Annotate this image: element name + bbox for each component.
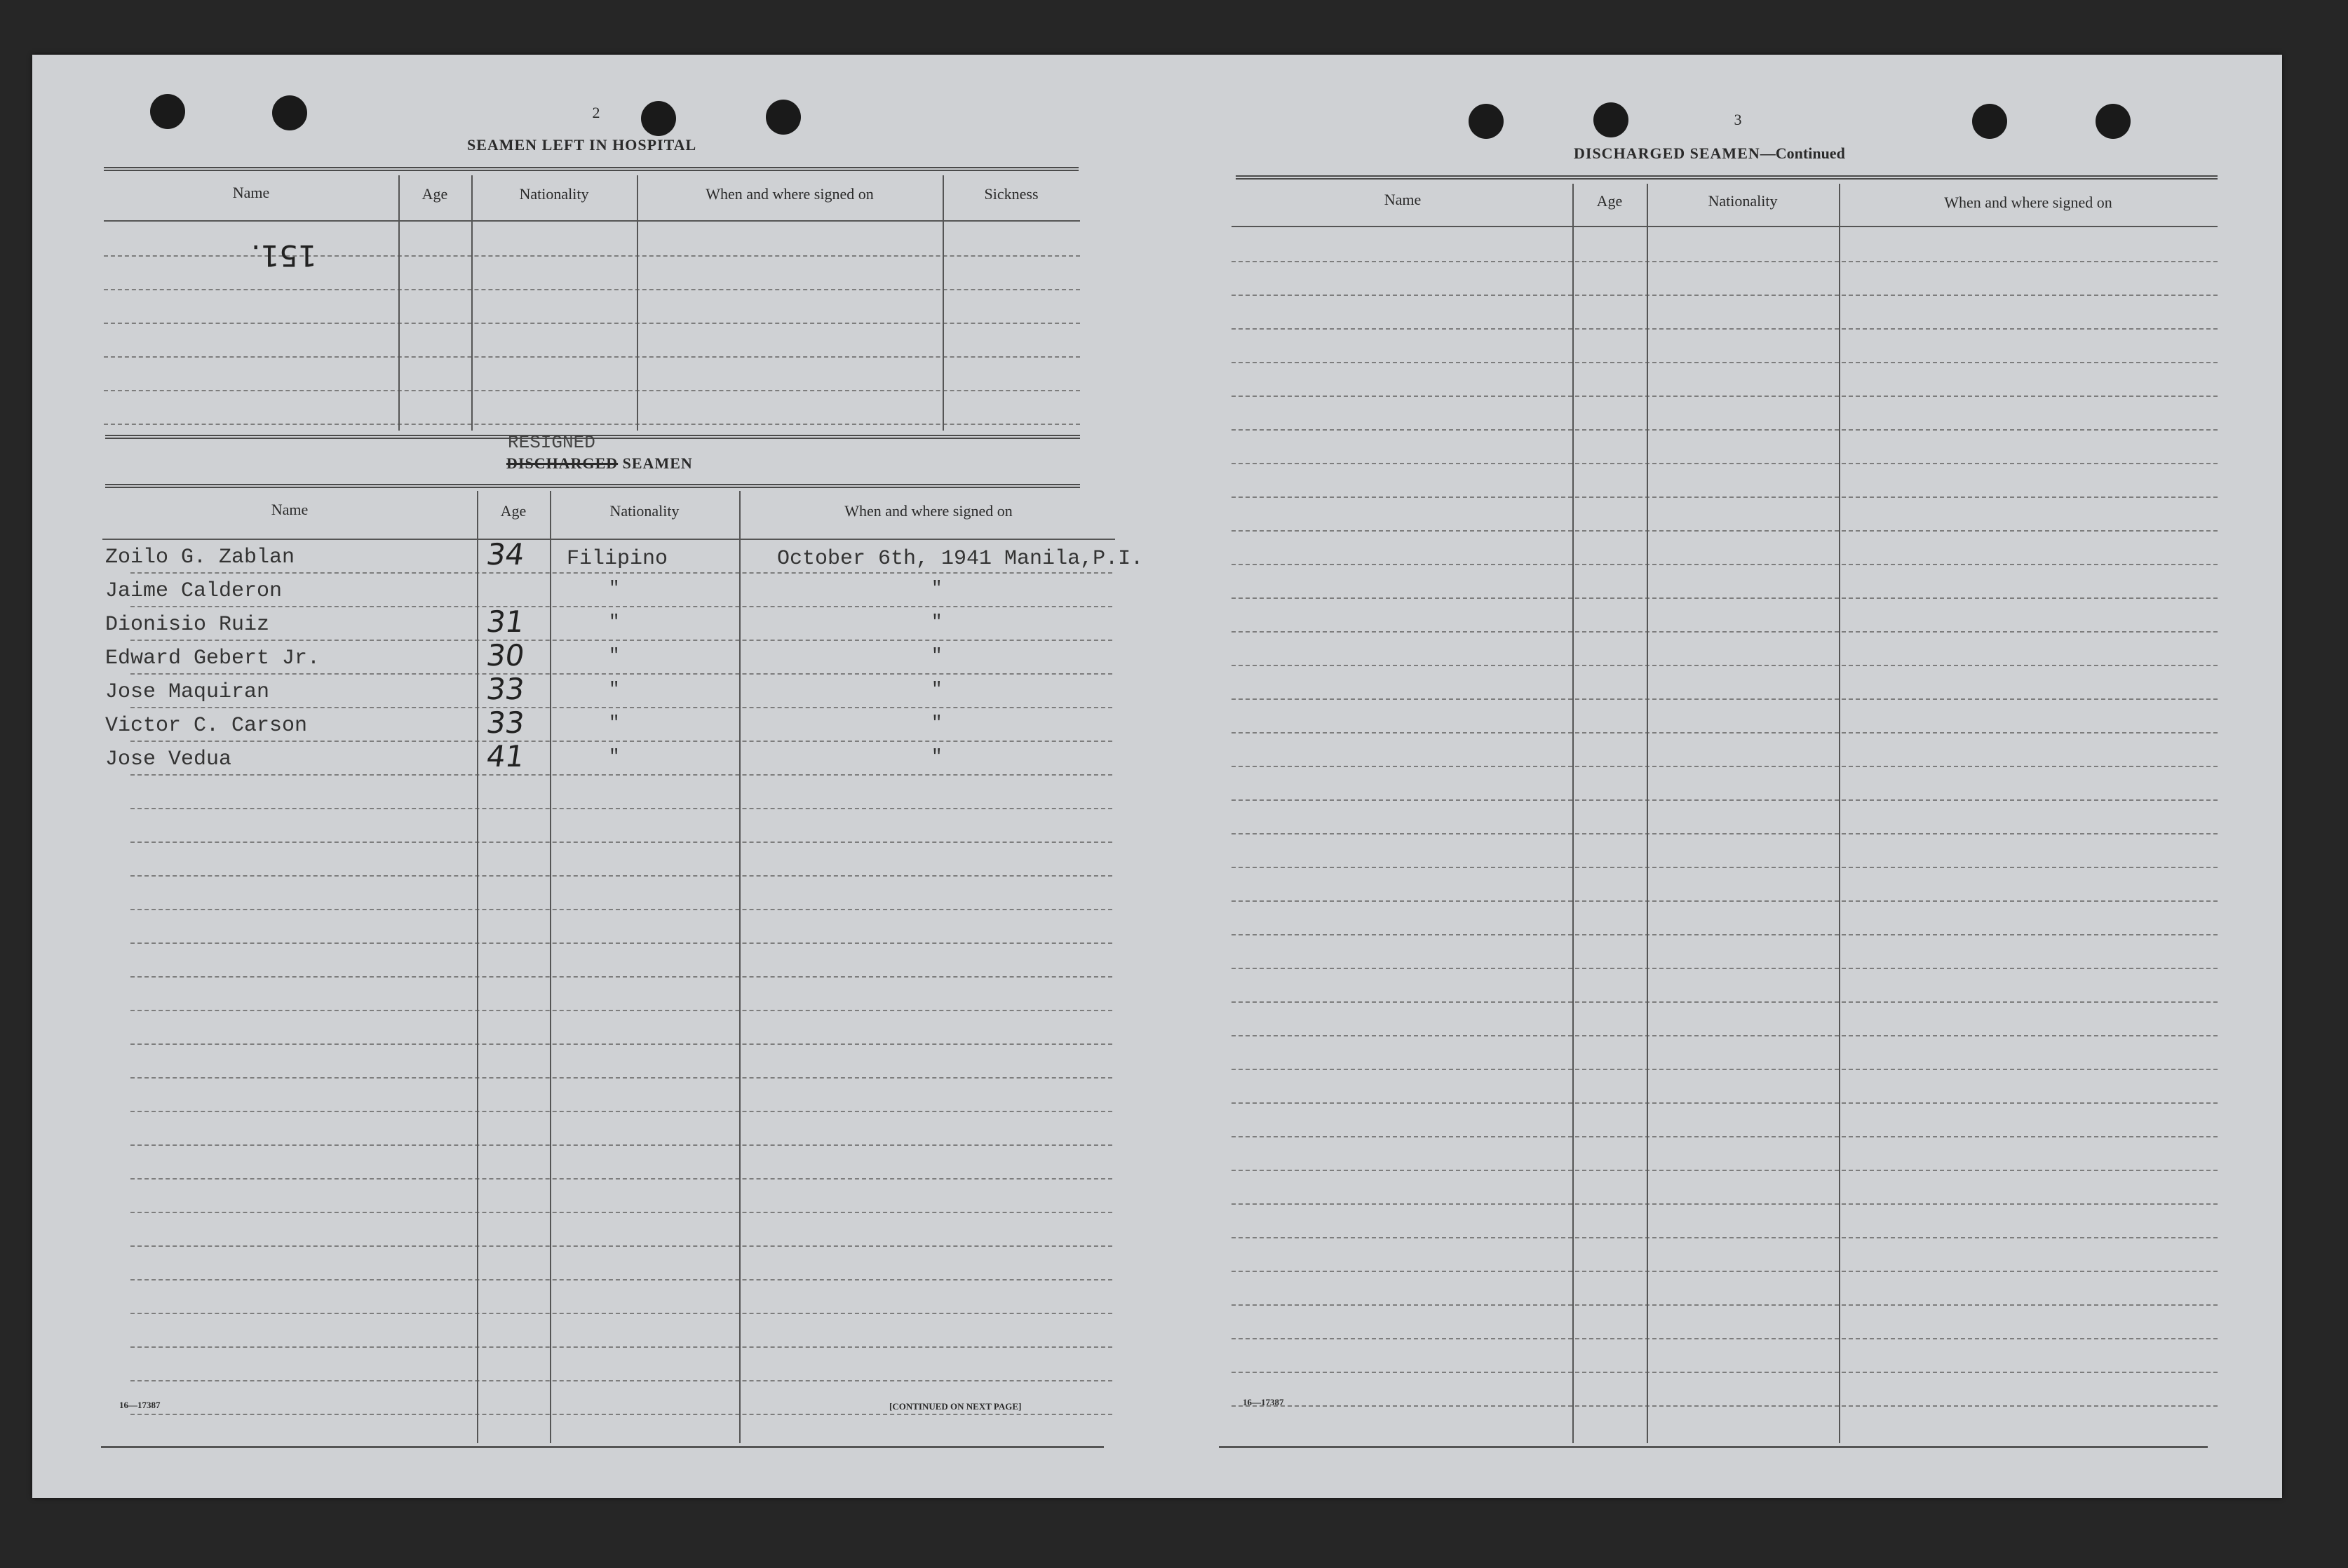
row-line (130, 606, 1112, 607)
signed-on-details: " (931, 611, 943, 633)
hospital-section-title: SEAMEN LEFT IN HOSPITAL (467, 136, 697, 154)
signed-on-details: October 6th, 1941 Manila,P.I. (777, 547, 1144, 571)
row-line (1232, 934, 2218, 935)
row-line (130, 741, 1112, 742)
column-divider (550, 491, 551, 1443)
row-line (1232, 766, 2218, 767)
header-rule (1232, 226, 2218, 227)
row-line (1232, 1136, 2218, 1137)
seaman-name: Jose Vedua (105, 748, 232, 771)
title-rule (104, 167, 1079, 171)
seaman-nationality: " (609, 611, 620, 633)
row-line (1232, 1069, 2218, 1070)
row-line (1232, 1035, 2218, 1036)
row-line (130, 942, 1112, 944)
seaman-nationality: " (609, 746, 620, 767)
column-header-name: Name (1384, 191, 1422, 208)
document-sheet (32, 55, 2282, 1498)
punch-hole (272, 95, 307, 130)
seaman-name: Jose Maquiran (105, 680, 270, 704)
column-divider (477, 491, 478, 1443)
row-line (130, 976, 1112, 978)
discharged-section-title (506, 454, 693, 473)
row-line (104, 390, 1080, 391)
column-header-signed-on: When and where signed on (1944, 194, 2112, 211)
seaman-age: 30 (484, 638, 527, 673)
row-line (1232, 463, 2218, 464)
column-divider (1839, 184, 1840, 1443)
row-line (104, 289, 1080, 290)
seaman-age: 41 (484, 739, 527, 773)
row-line (1232, 597, 2218, 599)
column-header-name: Name (271, 501, 309, 518)
row-line (130, 1279, 1112, 1280)
signed-on-details: " (931, 746, 943, 767)
seaman-age: 33 (484, 672, 527, 706)
row-line (1232, 1203, 2218, 1205)
column-divider (1572, 184, 1574, 1443)
row-line (1232, 631, 2218, 633)
row-line (104, 356, 1080, 358)
column-header-nationality: Nationality (1708, 192, 1778, 210)
row-line (130, 1111, 1112, 1112)
struck-discharged-word: DISCHARGED (506, 454, 619, 472)
row-line (130, 1212, 1112, 1213)
row-line (1232, 698, 2218, 700)
row-line (130, 842, 1112, 843)
title-rule (1236, 175, 2218, 180)
row-line (104, 424, 1080, 425)
seaman-age: 34 (484, 537, 527, 572)
column-header-signed-on: When and where signed on (844, 502, 1013, 520)
row-line (1232, 530, 2218, 532)
row-line (1232, 1304, 2218, 1306)
column-divider (739, 491, 741, 1443)
column-header-age: Age (500, 502, 527, 520)
signed-on-details: " (931, 712, 943, 734)
row-line (130, 1043, 1112, 1045)
punch-hole (641, 101, 676, 136)
row-line (130, 572, 1112, 574)
seaman-name: Jaime Calderon (105, 579, 283, 603)
seaman-name: Victor C. Carson (105, 714, 308, 738)
section-title-seamen: SEAMEN (622, 454, 693, 472)
column-divider (398, 175, 400, 431)
hospital-margin-mark: 151. (251, 238, 317, 273)
row-line (1232, 1001, 2218, 1003)
row-line (130, 1077, 1112, 1079)
signed-on-details: " (931, 578, 943, 599)
row-line (130, 875, 1112, 877)
column-header-signed-on: When and where signed on (706, 185, 874, 203)
page-number: 2 (592, 104, 600, 121)
signed-on-details: " (931, 679, 943, 700)
row-line (130, 1144, 1112, 1146)
page-number: 3 (1734, 111, 1742, 128)
column-divider (471, 175, 473, 431)
bottom-rule (101, 1446, 1104, 1448)
seaman-nationality: Filipino (567, 547, 668, 571)
column-header-age: Age (421, 185, 448, 203)
row-line (1232, 665, 2218, 666)
form-number: 16—17387 (1243, 1397, 1284, 1407)
punch-hole (2096, 104, 2131, 139)
row-line (130, 640, 1112, 641)
seaman-name: Zoilo G. Zablan (105, 546, 295, 569)
seaman-nationality: " (609, 679, 620, 700)
seaman-nationality: " (609, 578, 620, 599)
seaman-age: 31 (484, 604, 527, 639)
row-line (130, 1010, 1112, 1011)
row-line (130, 1380, 1112, 1381)
punch-hole (1972, 104, 2007, 139)
punch-hole (1593, 102, 1628, 137)
row-line (130, 909, 1112, 910)
row-line (130, 673, 1112, 675)
row-line (130, 1178, 1112, 1180)
row-line (1232, 968, 2218, 969)
row-line (130, 808, 1112, 809)
row-line (1232, 732, 2218, 734)
row-line (1232, 564, 2218, 565)
row-line (1232, 1405, 2218, 1407)
column-header-nationality: Nationality (519, 185, 589, 203)
title-rule (105, 484, 1080, 488)
row-line (130, 1245, 1112, 1247)
punch-hole (150, 94, 185, 129)
row-line (130, 1414, 1112, 1415)
row-line (1232, 833, 2218, 834)
row-line (1232, 900, 2218, 902)
column-divider (943, 175, 944, 431)
bottom-rule (1219, 1446, 2208, 1448)
continued-note: [CONTINUED ON NEXT PAGE] (889, 1401, 1022, 1412)
row-line (104, 255, 1080, 257)
row-line (1232, 261, 2218, 262)
right-title-suffix: —Continued (1760, 144, 1845, 162)
signed-on-details: " (931, 645, 943, 666)
punch-hole (766, 100, 801, 135)
row-line (1232, 1102, 2218, 1104)
row-line (130, 774, 1112, 776)
row-line (130, 707, 1112, 708)
header-rule (102, 539, 1115, 540)
row-line (1232, 328, 2218, 330)
row-line (1232, 1237, 2218, 1238)
row-line (130, 1346, 1112, 1348)
form-number: 16—17387 (119, 1400, 161, 1410)
row-line (130, 1313, 1112, 1314)
seaman-age: 33 (484, 705, 527, 740)
row-line (1232, 1170, 2218, 1171)
row-line (1232, 1372, 2218, 1373)
row-line (104, 323, 1080, 324)
row-line (1232, 799, 2218, 801)
right-section-title (1574, 144, 1845, 163)
punch-hole (1469, 104, 1504, 139)
row-line (1232, 429, 2218, 431)
row-line (1232, 362, 2218, 363)
column-header-nationality: Nationality (609, 502, 680, 520)
row-line (1232, 1338, 2218, 1339)
row-line (1232, 1271, 2218, 1272)
row-line (1232, 295, 2218, 296)
row-line (1232, 867, 2218, 868)
column-header-age: Age (1596, 192, 1623, 210)
column-divider (637, 175, 638, 431)
column-header-name: Name (232, 184, 270, 201)
row-line (1232, 496, 2218, 498)
row-line (1232, 396, 2218, 397)
right-title-main: DISCHARGED SEAMEN (1574, 144, 1760, 162)
seaman-name: Edward Gebert Jr. (105, 647, 321, 670)
header-rule (104, 220, 1080, 222)
seaman-name: Dionisio Ruiz (105, 613, 270, 637)
column-header-sickness: Sickness (984, 185, 1039, 203)
seaman-nationality: " (609, 712, 620, 734)
seaman-nationality: " (609, 645, 620, 666)
column-divider (1647, 184, 1648, 1443)
resigned-correction: RESIGNED (508, 432, 595, 453)
